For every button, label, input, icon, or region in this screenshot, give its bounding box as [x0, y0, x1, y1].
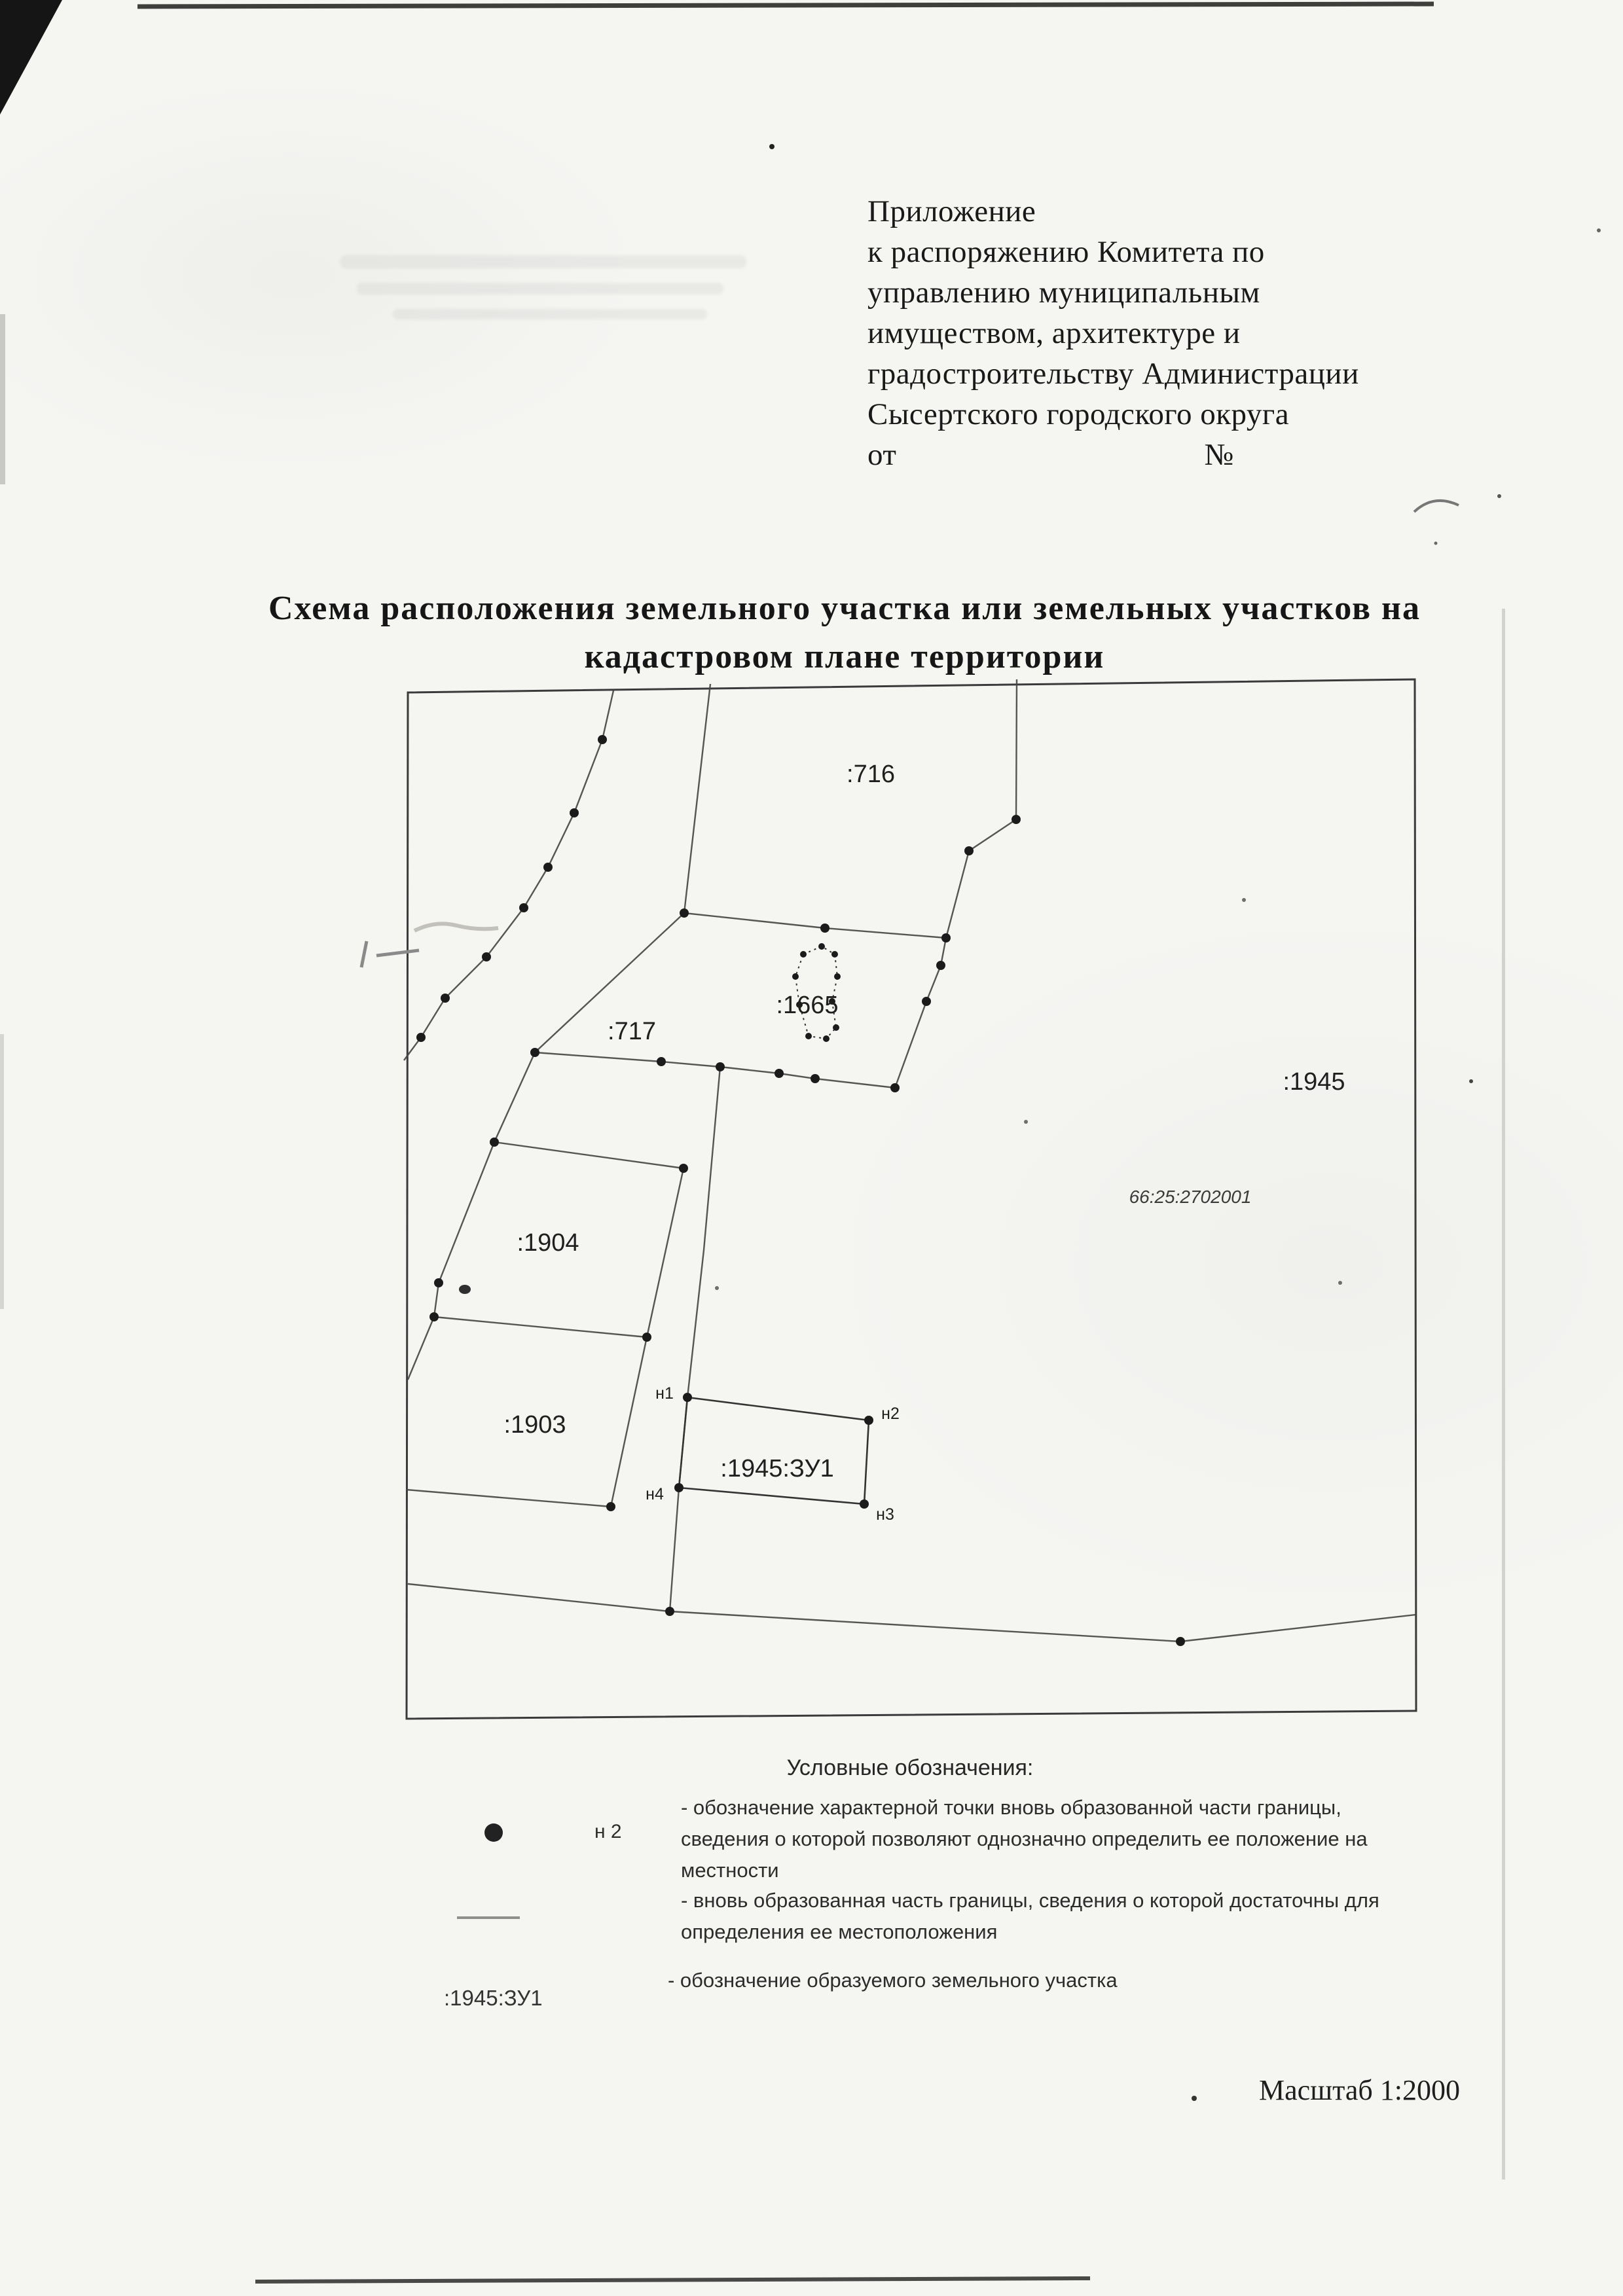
scale-label: Масштаб 1:2000 — [1259, 2074, 1460, 2106]
legend-title: Условные обозначения: — [786, 1755, 1034, 1780]
boundary-point — [543, 863, 553, 872]
parcel-label: :1904 — [517, 1229, 579, 1257]
scan-edge-smear — [0, 314, 5, 484]
dotted-parcel-point — [823, 1035, 830, 1042]
legend-parcel-symbol: :1945:ЗУ1 — [444, 1986, 543, 2010]
bleed-through-mark — [393, 309, 707, 319]
point-label: н2 — [881, 1405, 900, 1423]
legend-item-text: определения ее местоположения — [681, 1920, 998, 1943]
document-title-line: кадастровом плане территории — [584, 638, 1105, 675]
scan-speck — [1597, 228, 1601, 232]
dotted-parcel-point — [792, 973, 799, 980]
legend-point-symbol-label: н 2 — [594, 1821, 622, 1842]
point-label: н3 — [876, 1505, 894, 1524]
dotted-parcel-point — [834, 973, 841, 980]
scan-bottom-edge-line — [255, 2278, 1090, 2282]
scan-top-edge-line — [137, 4, 1434, 7]
boundary-point — [642, 1333, 651, 1342]
boundary-point — [936, 961, 945, 970]
legend-point-symbol — [484, 1823, 503, 1842]
map-boundary-line — [404, 691, 613, 1060]
boundary-point — [811, 1074, 820, 1083]
legend-item-text: - обозначение образуемого земельного участка — [668, 1969, 1118, 1992]
point-label: н4 — [646, 1485, 664, 1503]
map-speck — [1024, 1120, 1028, 1124]
map-boundary-line — [535, 1052, 895, 1088]
dotted-parcel-point — [805, 1033, 812, 1039]
map-boundary-line — [684, 684, 710, 913]
order-from-label: от — [867, 438, 897, 472]
scan-blob — [459, 1285, 471, 1294]
legend-item-text: - вновь образованная часть границы, сведения о которой достаточны для — [681, 1889, 1379, 1912]
order-number-sign: № — [1204, 438, 1234, 472]
dotted-parcel-point — [800, 951, 807, 958]
formed-parcel-outline — [679, 1397, 869, 1504]
dotted-parcel-point — [818, 943, 825, 950]
order-reference-block — [867, 191, 1522, 475]
boundary-point — [1176, 1637, 1185, 1646]
order-reference-line: управлению муниципальным — [867, 276, 1260, 310]
boundary-point — [1012, 815, 1021, 824]
boundary-point — [683, 1393, 692, 1402]
scan-edge-smear — [0, 1034, 4, 1309]
order-reference-line: Приложение — [867, 194, 1036, 228]
map-boundary-line — [611, 1337, 647, 1507]
parcel-label: :1945 — [1283, 1068, 1345, 1096]
boundary-point — [680, 908, 689, 918]
boundary-point — [482, 952, 491, 961]
dotted-parcel-point — [831, 951, 838, 958]
boundary-point — [716, 1062, 725, 1071]
map-smudge — [414, 924, 498, 931]
boundary-point — [416, 1033, 426, 1042]
scan-speck — [1497, 494, 1501, 498]
legend-item-text: - обозначение характерной точки вновь образованной части границы, — [681, 1796, 1341, 1819]
map-boundary-line — [895, 938, 946, 1088]
map-boundary-line — [946, 679, 1017, 938]
boundary-point — [570, 808, 579, 817]
boundary-point — [674, 1483, 684, 1492]
document-title — [157, 584, 1532, 681]
order-date-number-line — [867, 435, 1522, 475]
boundary-point — [679, 1164, 688, 1173]
boundary-point — [890, 1083, 900, 1092]
map-boundary-line — [494, 1052, 535, 1142]
point-label: н1 — [655, 1384, 674, 1403]
parcel-label: :1665 — [776, 992, 839, 1019]
legend-item-text: местности — [681, 1859, 779, 1882]
map-speck — [1338, 1281, 1342, 1285]
scan-fold-streak — [1502, 609, 1505, 2179]
map-speck — [715, 1286, 719, 1290]
boundary-point — [429, 1312, 439, 1321]
map-boundary-line — [408, 1584, 1416, 1641]
legend-item-text: сведения о которой позволяют однозначно определить ее положение на — [681, 1827, 1368, 1850]
parcel-label: :716 — [847, 761, 895, 788]
order-reference-line: имуществом, архитектуре и — [867, 316, 1241, 350]
map-border — [407, 679, 1416, 1719]
pen-swirl-mark — [1414, 501, 1459, 512]
boundary-point — [657, 1057, 666, 1066]
scan-speck — [1434, 542, 1438, 545]
map-boundary-line — [647, 1168, 684, 1337]
parcel-label: :1903 — [503, 1411, 566, 1439]
boundary-point — [598, 735, 607, 744]
scan-corner-fold — [0, 0, 62, 115]
parcel-label: :1945:ЗУ1 — [720, 1455, 834, 1482]
handwritten-mark — [361, 941, 367, 967]
map-boundary-line — [494, 1142, 684, 1168]
bleed-through-mark — [340, 255, 746, 268]
boundary-point — [922, 997, 931, 1006]
scan-speck — [1469, 1079, 1473, 1083]
map-boundary-line — [406, 1490, 611, 1507]
parcel-label: :717 — [608, 1018, 656, 1045]
boundary-point — [441, 994, 450, 1003]
boundary-point — [490, 1138, 499, 1147]
scan-speck — [769, 144, 775, 149]
map-boundary-line — [408, 1317, 434, 1380]
order-reference-line: к распоряжению Комитета по — [867, 235, 1265, 269]
boundary-point — [864, 1416, 873, 1425]
dotted-parcel-point — [833, 1024, 839, 1031]
boundary-point — [964, 846, 974, 855]
order-reference-line: градостроительству Администрации — [867, 357, 1359, 391]
boundary-point — [434, 1278, 443, 1287]
boundary-point — [860, 1499, 869, 1509]
map-boundary-line — [670, 1067, 720, 1611]
map-boundary-line — [684, 913, 946, 938]
legend-line-symbol — [457, 1916, 520, 1919]
map-speck — [1242, 898, 1246, 902]
cadastral-quarter-label: 66:25:2702001 — [1129, 1187, 1252, 1207]
bleed-through-mark — [357, 283, 723, 295]
boundary-point — [606, 1502, 615, 1511]
boundary-point — [820, 924, 830, 933]
document-title-line: Схема расположения земельного участка или земельных участков на — [268, 590, 1421, 627]
boundary-point — [941, 933, 951, 942]
scan-speck — [1192, 2096, 1197, 2101]
boundary-point — [775, 1069, 784, 1078]
cadastral-map — [403, 674, 1424, 1728]
cadastral-map-svg — [403, 674, 1424, 1728]
boundary-point — [519, 903, 528, 912]
boundary-point — [530, 1048, 539, 1057]
order-reference-line: Сысертского городского округа — [867, 397, 1290, 431]
map-boundary-line — [434, 1317, 647, 1337]
boundary-point — [665, 1607, 674, 1616]
